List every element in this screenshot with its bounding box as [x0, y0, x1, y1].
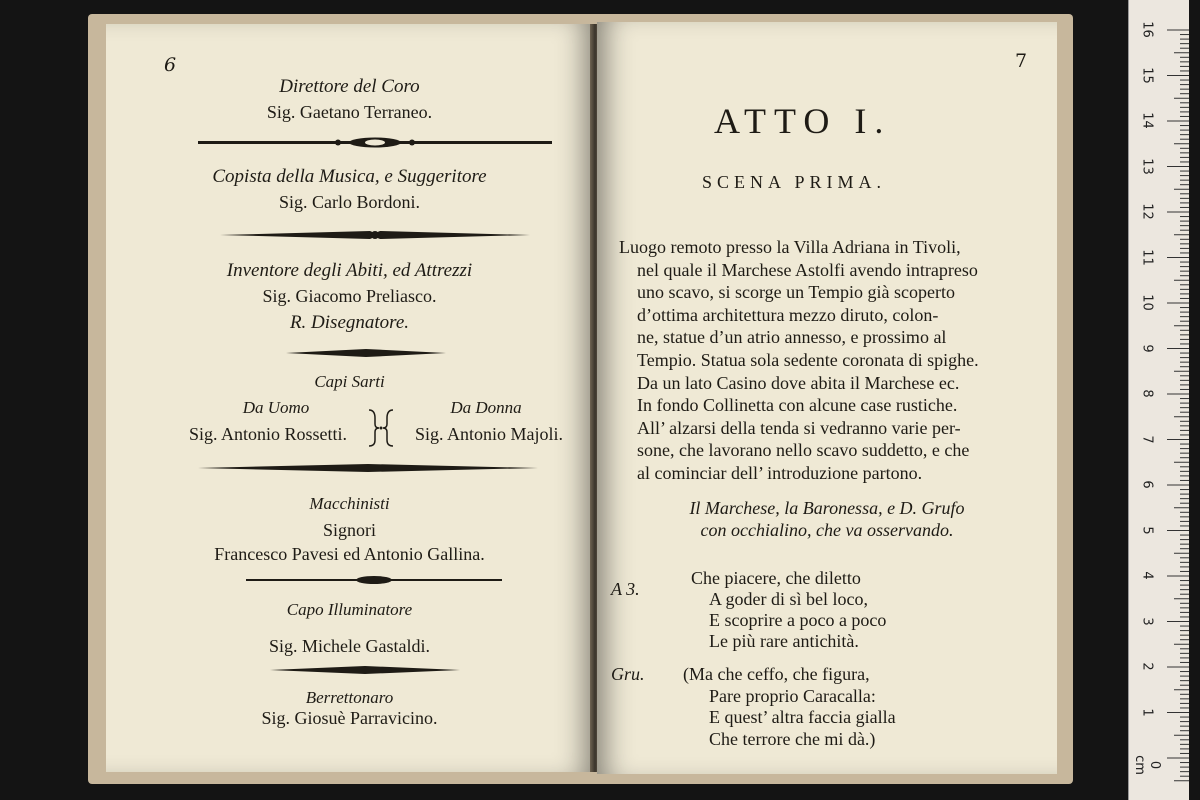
verse-line: Che terrore che mi dà.) — [709, 728, 876, 749]
ruler-number: 16 — [1139, 21, 1155, 38]
description-line: uno scavo, si scorge un Tempio già scoperto — [637, 282, 956, 303]
costume-name: Sig. Giacomo Preliasco. — [262, 286, 437, 306]
speaker-a3: A 3. — [611, 579, 640, 599]
women-name: Sig. Antonio Majoli. — [414, 424, 564, 444]
ruler-number: 15 — [1139, 66, 1155, 84]
ruler-number: 4 — [1139, 571, 1155, 580]
open-book — [88, 14, 1073, 784]
ruler-number: 2 — [1139, 662, 1155, 671]
brace-ornament — [361, 408, 401, 448]
act-title: ATTO I. — [714, 101, 892, 141]
description-line: Luogo remoto presso la Villa Adriana in Tivoli, — [619, 237, 961, 257]
designer-title: R. Disegnatore. — [289, 312, 410, 333]
speaker-gru: Gru. — [611, 664, 645, 684]
page-number-left: 6 — [164, 54, 177, 76]
verse-line: E quest’ altra faccia gialla — [709, 707, 896, 727]
description-line: All’ alzarsi della tenda si vedranno varie per- — [637, 417, 961, 438]
women-label: Da Donna — [450, 398, 522, 417]
ruler-number: 12 — [1139, 203, 1155, 220]
description-line: al cominciar dell’ introduzione partono. — [637, 462, 923, 483]
costume-title: Inventore degli Abiti, ed Attrezzi — [226, 260, 473, 281]
ruler-ticks — [1129, 0, 1189, 800]
ruler-number: 7 — [1139, 434, 1155, 444]
machinists-sub: Signori — [322, 520, 376, 540]
ornament-rule-5 — [246, 575, 502, 585]
verse-line: Pare proprio Caracalla: — [709, 685, 876, 706]
description-line: sone, che lavorano nello scavo suddetto, e che — [637, 440, 970, 461]
copyist-title: Copista della Musica, e Suggeritore — [212, 166, 487, 187]
men-name: Sig. Antonio Rossetti. — [188, 424, 348, 444]
scene-description — [619, 236, 1039, 485]
verse-block-2 — [683, 664, 896, 750]
director-title: Direttore del Coro — [279, 76, 420, 97]
page-number-right: 7 — [1015, 50, 1028, 72]
ruler-number: 13 — [1139, 157, 1155, 175]
description-line: d’ottima architettura mezzo diruto, colon- — [637, 304, 939, 325]
description-line: ne, statue d’un atrio annesso, e prossimo al — [637, 327, 947, 348]
verse-line: (Ma che ceffo, che figura, — [683, 664, 870, 684]
lighting-title: Capo Illuminatore — [286, 600, 413, 619]
characters-line-2: con occhialino, che va osservando. — [700, 520, 954, 540]
ruler-number: 8 — [1139, 389, 1155, 398]
ruler-number: 11 — [1139, 248, 1155, 266]
hatter-name: Sig. Giosuè Parravicino. — [261, 708, 438, 728]
ornament-rule-2 — [220, 230, 530, 240]
description-line: nel quale il Marchese Astolfi avendo intrapreso — [637, 259, 978, 280]
characters-line-1: Il Marchese, la Baronessa, e D. Grufo — [689, 498, 965, 518]
director-name: Sig. Gaetano Terraneo. — [266, 102, 433, 122]
verse-line: A goder di sì bel loco, — [709, 589, 868, 609]
verse-line: Che piacere, che diletto — [691, 568, 861, 588]
ruler-number: 5 — [1139, 525, 1155, 535]
lighting-name: Sig. Michele Gastaldi. — [269, 636, 430, 656]
measuring-ruler — [1128, 0, 1189, 800]
left-page — [106, 24, 593, 772]
verse-block-1 — [691, 568, 886, 652]
tailors-title: Capi Sarti — [314, 372, 385, 391]
description-line: In fondo Collinetta con alcune case rustiche. — [637, 395, 958, 416]
scene-title: SCENA PRIMA. — [702, 172, 887, 192]
ruler-number: 3 — [1139, 616, 1155, 626]
ruler-number: 6 — [1139, 480, 1155, 489]
copyist-name: Sig. Carlo Bordoni. — [278, 192, 420, 212]
ornament-rule-1 — [198, 136, 552, 150]
right-page — [597, 22, 1057, 774]
machinists-names: Francesco Pavesi ed Antonio Gallina. — [214, 544, 485, 564]
ruler-number: 9 — [1139, 343, 1155, 353]
verse-line: Le più rare antichità. — [709, 631, 859, 651]
ruler-number: 14 — [1139, 112, 1155, 129]
description-line: Tempio. Statua sola sedente coronata di spighe. — [637, 349, 979, 370]
machinists-title: Macchinisti — [309, 494, 390, 513]
ornament-rule-6 — [270, 666, 460, 674]
ruler-number: 0 cm — [1132, 755, 1162, 775]
ornament-rule-4 — [198, 464, 538, 472]
ornament-rule-3 — [286, 349, 446, 357]
men-label: Da Uomo — [242, 398, 310, 417]
description-line: Da un lato Casino dove abita il Marchese ec. — [637, 372, 960, 393]
ruler-number: 1 — [1139, 707, 1155, 717]
hatter-title: Berrettonaro — [305, 688, 394, 707]
verse-line: E scoprire a poco a poco — [709, 610, 887, 630]
ruler-number: 10 — [1139, 294, 1155, 311]
